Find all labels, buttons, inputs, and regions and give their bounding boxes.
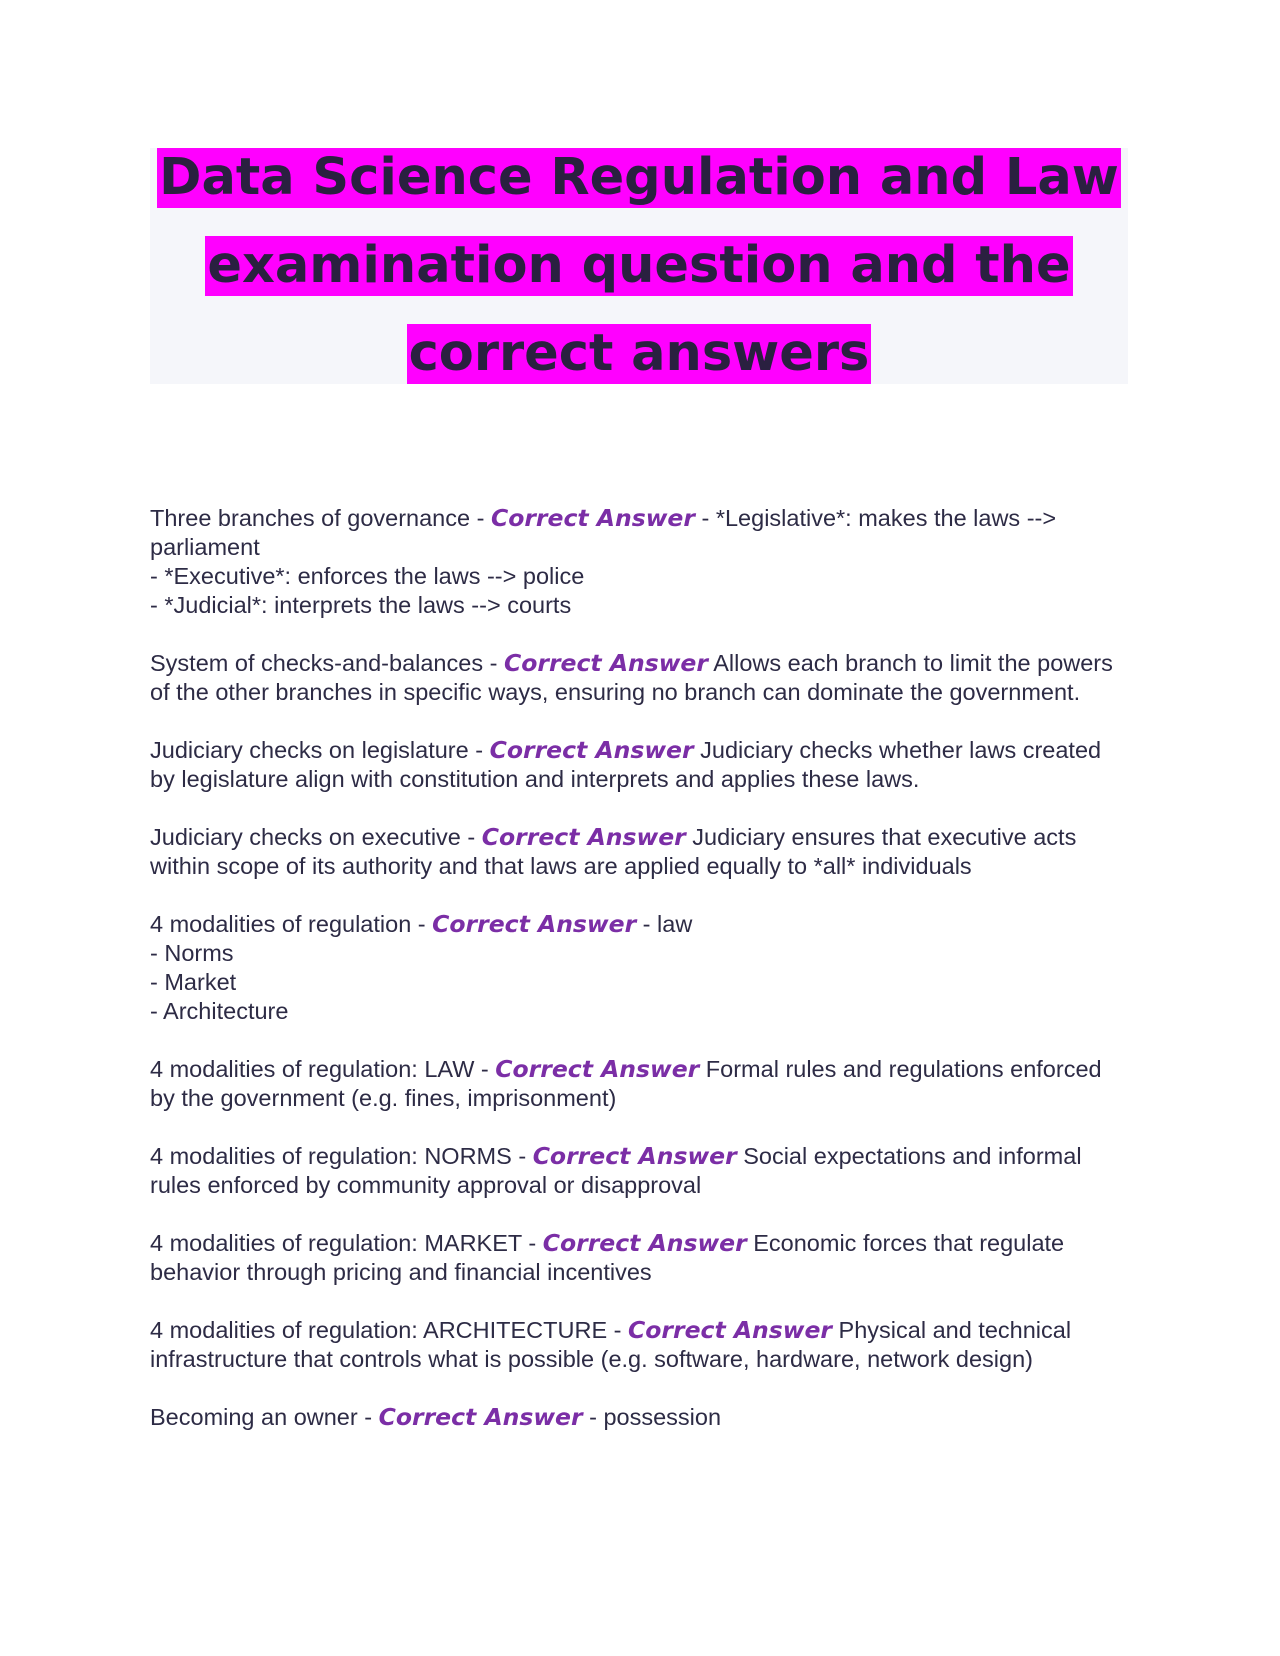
correct-answer-label: Correct Answer — [542, 1229, 747, 1257]
correct-answer-label: Correct Answer — [490, 504, 695, 532]
answer-text: Allows each branch to limit the powers of the other branches in specific ways, ensuring no branch can dominate the government. — [150, 650, 1120, 705]
qa-entry — [150, 1316, 1128, 1374]
answer-text: - possession — [582, 1404, 722, 1430]
answer-text: Judiciary checks whether laws created by legislature align with constitution and interprets and applies these laws. — [150, 737, 1108, 792]
answer-text: - *Legislative*: makes the laws --> parliament - *Executive*: enforces the laws --> police - *Judicial*: interprets the laws --> courts — [150, 505, 1057, 618]
question-text: Judiciary checks on executive - — [150, 824, 482, 850]
title-line-1: Data Science Regulation and Law — [159, 148, 1119, 207]
qa-entry — [150, 1403, 1128, 1432]
qa-entry — [150, 504, 1128, 620]
title-row-3 — [150, 324, 1128, 384]
qa-list — [150, 504, 1128, 1432]
title-line-2: examination question and the — [207, 236, 1071, 295]
correct-answer-label: Correct Answer — [432, 910, 637, 938]
question-text: 4 modalities of regulation: MARKET - — [150, 1230, 543, 1256]
title-line-3: correct answers — [408, 324, 870, 383]
question-text: 4 modalities of regulation - — [150, 911, 433, 937]
question-text: 4 modalities of regulation: LAW - — [150, 1056, 496, 1082]
question-text: System of checks-and-balances - — [150, 650, 504, 676]
question-text: 4 modalities of regulation: NORMS - — [150, 1143, 533, 1169]
title-block — [150, 148, 1128, 384]
answer-text: - law - Norms - Market - Architecture — [150, 911, 693, 1024]
answer-text: Physical and technical infrastructure that controls what is possible (e.g. software, hardware, network design) — [150, 1317, 1078, 1372]
qa-entry — [150, 649, 1128, 707]
question-text: Judiciary checks on legislature - — [150, 737, 490, 763]
correct-answer-label: Correct Answer — [481, 823, 686, 851]
qa-entry — [150, 736, 1128, 794]
qa-entry — [150, 1142, 1128, 1200]
correct-answer-label: Correct Answer — [532, 1142, 737, 1170]
answer-text: Economic forces that regulate behavior through pricing and financial incentives — [150, 1230, 1071, 1285]
qa-entry — [150, 1229, 1128, 1287]
title-row-1 — [150, 148, 1128, 236]
answer-text: Judiciary ensures that executive acts within scope of its authority and that laws are applied equally to *all* individuals — [150, 824, 1083, 879]
correct-answer-label: Correct Answer — [378, 1403, 583, 1431]
qa-entry — [150, 823, 1128, 881]
correct-answer-label: Correct Answer — [495, 1055, 700, 1083]
title-row-2 — [150, 236, 1128, 324]
document-page — [150, 148, 1128, 1461]
question-text: Becoming an owner - — [150, 1404, 379, 1430]
correct-answer-label: Correct Answer — [503, 649, 708, 677]
answer-text: Formal rules and regulations enforced by the government (e.g. fines, imprisonment) — [150, 1056, 1109, 1111]
question-text: 4 modalities of regulation: ARCHITECTURE - — [150, 1317, 628, 1343]
answer-text: Social expectations and informal rules enforced by community approval or disapproval — [150, 1143, 1089, 1198]
qa-entry — [150, 910, 1128, 1026]
qa-entry — [150, 1055, 1128, 1113]
question-text: Three branches of governance - — [150, 505, 491, 531]
correct-answer-label: Correct Answer — [489, 736, 694, 764]
correct-answer-label: Correct Answer — [628, 1316, 832, 1344]
